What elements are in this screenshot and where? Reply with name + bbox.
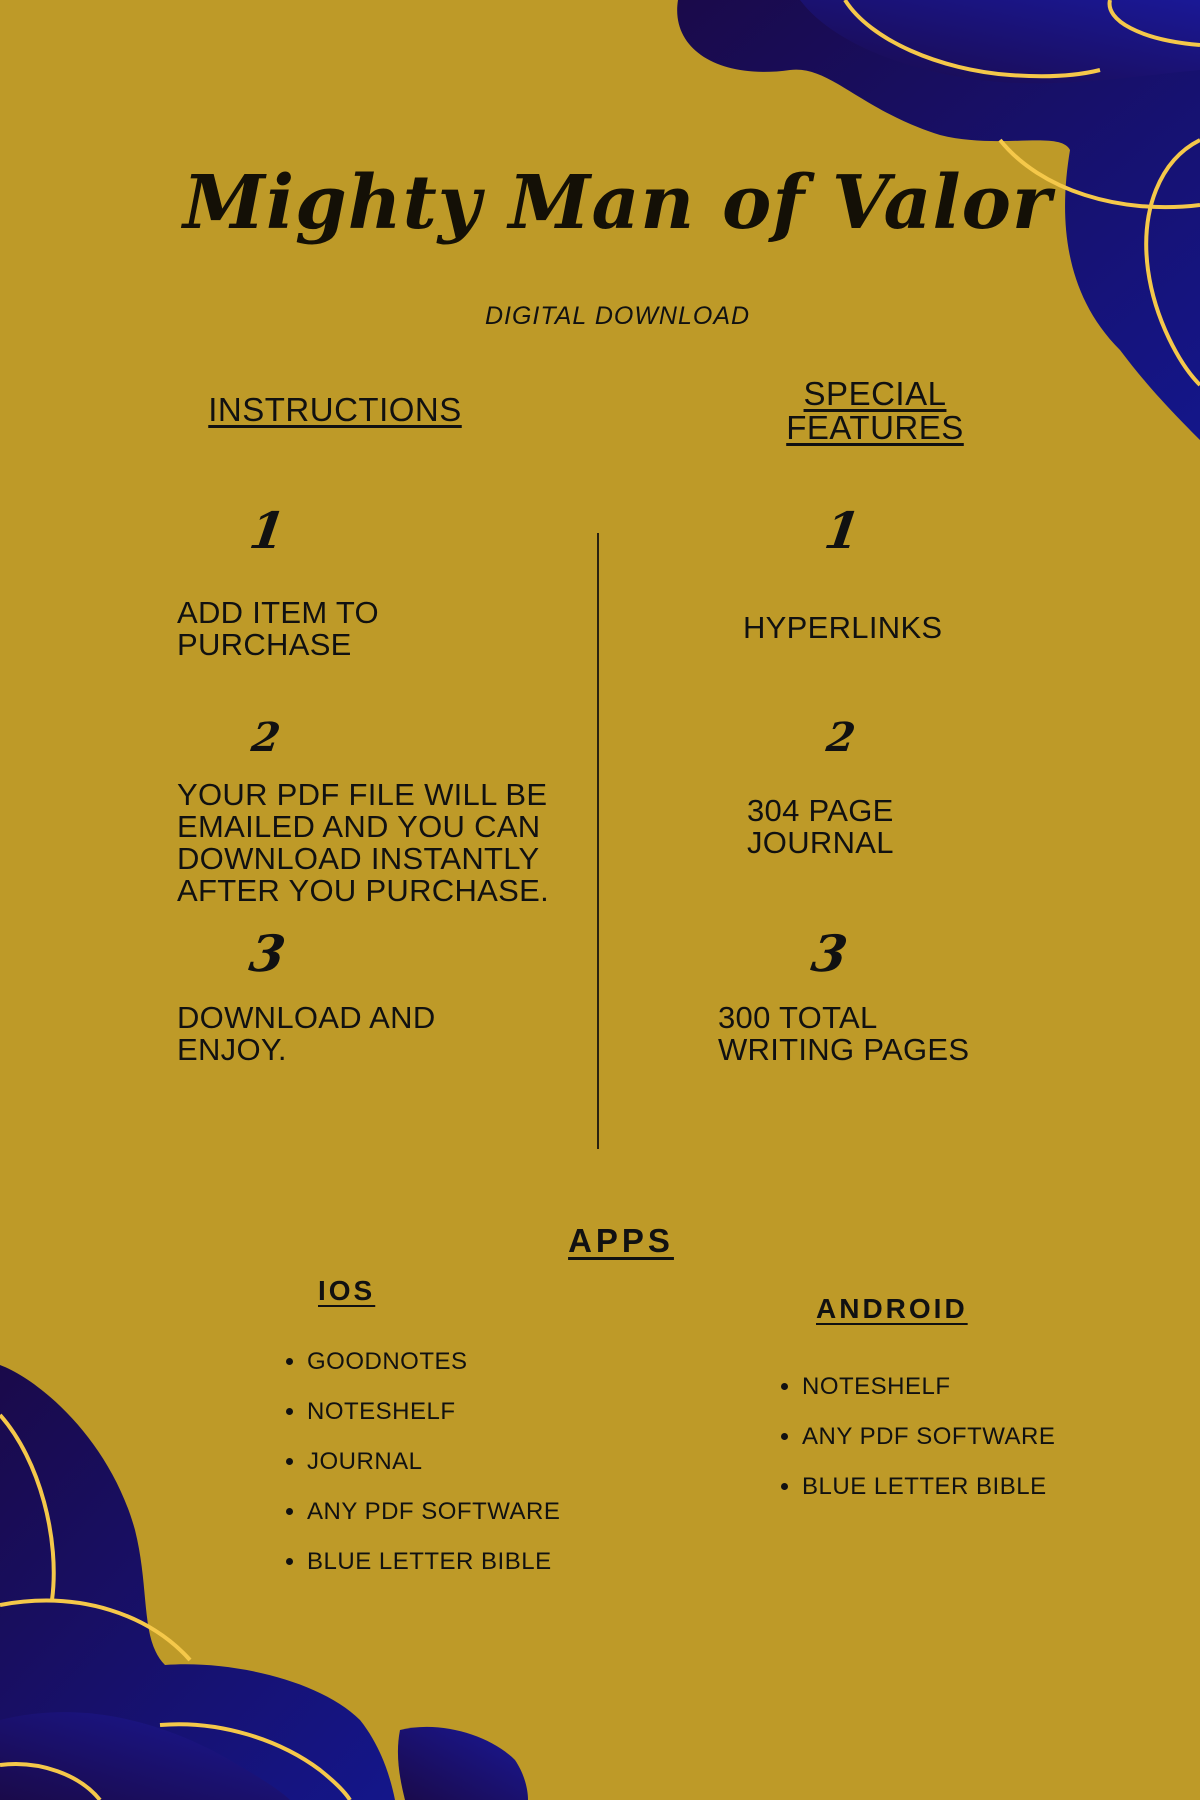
list-item: • GOODNOTES (307, 1347, 560, 1397)
android-heading: ANDROID (816, 1293, 968, 1324)
list-item: • JOURNAL (307, 1447, 560, 1497)
ios-app-list (277, 1347, 560, 1597)
feature-number-1: 1 (820, 501, 865, 560)
list-item: • ANY PDF SOFTWARE (802, 1422, 1055, 1472)
apps-heading: APPS (568, 1222, 674, 1259)
list-item: • NOTESHELF (802, 1372, 1055, 1422)
list-item: • BLUE LETTER BIBLE (802, 1472, 1055, 1522)
instruction-step-text-2: YOUR PDF FILE WILL BE EMAILED AND YOU CAN DOWNLOAD INSTANTLY AFTER YOU PURCHASE. (177, 777, 550, 908)
column-divider (597, 533, 599, 1149)
feature-number-2: 2 (823, 714, 859, 761)
feature-text-3: 300 TOTAL WRITING PAGES (718, 1000, 970, 1067)
instruction-step-number-1: 1 (245, 501, 290, 560)
android-app-list (772, 1372, 1055, 1522)
special-features-heading: SPECIAL FEATURES (786, 375, 964, 446)
page-title: Mighty Man of Valor (183, 160, 1052, 246)
instructions-heading: INSTRUCTIONS (208, 391, 462, 428)
list-item: • ANY PDF SOFTWARE (307, 1497, 560, 1547)
instruction-step-text-3: DOWNLOAD AND ENJOY. (177, 1000, 436, 1067)
instruction-step-number-2: 2 (248, 714, 284, 761)
list-item: • BLUE LETTER BIBLE (307, 1547, 560, 1597)
ios-heading: IOS (318, 1275, 376, 1306)
feature-number-3: 3 (807, 924, 852, 983)
instruction-step-text-1: ADD ITEM TO PURCHASE (177, 595, 379, 662)
instruction-step-number-3: 3 (245, 924, 290, 983)
feature-text-1: HYPERLINKS (743, 610, 943, 645)
subtitle: DIGITAL DOWNLOAD (484, 302, 751, 330)
list-item: • NOTESHELF (307, 1397, 560, 1447)
feature-text-2: 304 PAGE JOURNAL (747, 793, 894, 860)
